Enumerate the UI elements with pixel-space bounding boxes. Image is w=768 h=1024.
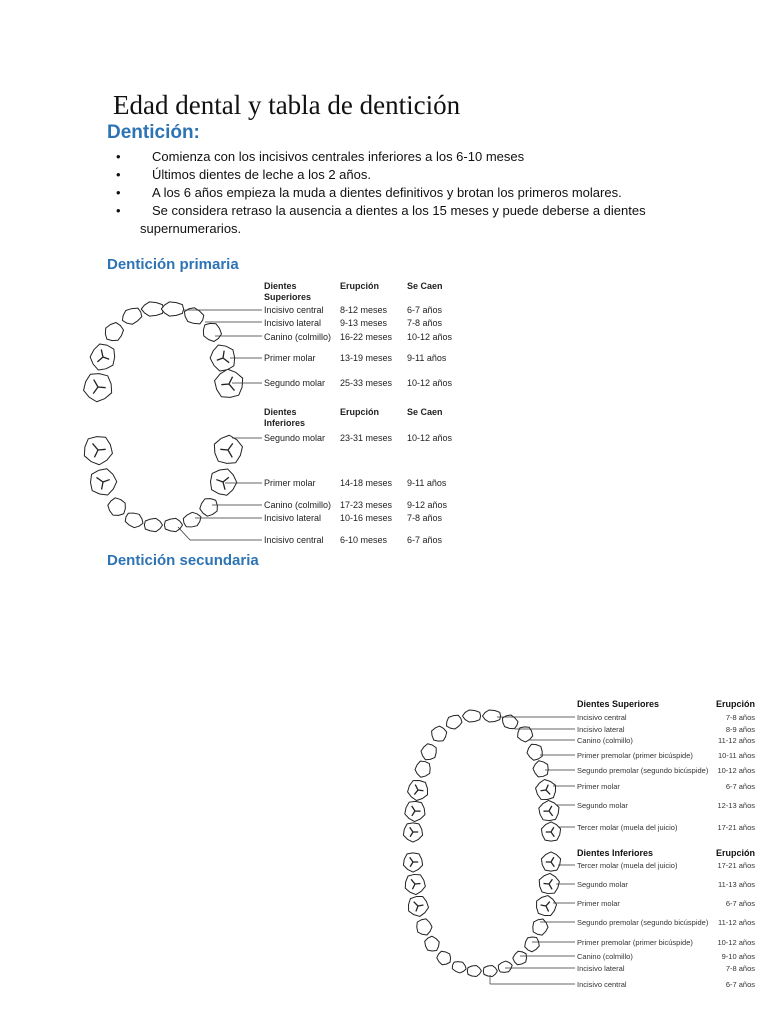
primary-lower-eruption: 6-10 meses <box>340 535 388 545</box>
secondary-upper-col-teeth: Dientes Superiores <box>577 699 660 709</box>
list-item-text: Se considera retraso la ausencia a dientes a los 15 meses y puede deberse a dientes <box>152 203 646 218</box>
secondary-upper-eruption: 8-9 años <box>725 725 755 734</box>
secondary-lower-tooth <box>483 966 497 977</box>
secondary-lower-tooth <box>541 852 560 871</box>
page-title: Edad dental y tabla de dentición <box>113 90 461 120</box>
secondary-upper-name: Primer premolar (primer bicúspide) <box>577 751 693 760</box>
secondary-upper-tooth <box>403 823 422 842</box>
secondary-upper-tooth <box>499 712 520 731</box>
primary-upper-col-falls: Se Caen <box>407 281 443 291</box>
primary-upper-col-teeth-2: Superiores <box>264 292 312 302</box>
primary-upper-name: Incisivo lateral <box>264 318 322 328</box>
secondary-lower-eruption: 9-10 años <box>721 952 755 961</box>
primary-lower-col-teeth: Dientes <box>264 407 297 417</box>
heading-secondary-dentition: Dentición secundaria <box>107 552 259 569</box>
secondary-lower-name: Primer molar <box>577 899 620 908</box>
secondary-lower-eruption: 6-7 años <box>725 899 755 908</box>
secondary-lower-eruption: 11-13 años <box>718 880 755 889</box>
list-item-text: Últimos dientes de leche a los 2 años. <box>152 167 371 182</box>
secondary-lower-tooth <box>406 895 429 918</box>
secondary-upper-name: Incisivo central <box>577 713 627 722</box>
secondary-lower-tooth <box>511 948 530 967</box>
primary-upper-falls: 7-8 años <box>407 318 443 328</box>
secondary-upper-tooth <box>514 723 535 744</box>
secondary-upper-tooth <box>525 741 546 762</box>
primary-lower-col-teeth-2: Inferiores <box>264 418 306 428</box>
primary-upper-falls: 10-12 años <box>407 332 453 342</box>
secondary-upper-eruption: 12-13 años <box>717 801 755 810</box>
primary-lower-falls: 10-12 años <box>407 433 453 443</box>
primary-upper-falls: 9-11 años <box>407 353 447 363</box>
primary-lower-name: Incisivo central <box>264 535 324 545</box>
primary-upper-col-eruption: Erupción <box>340 281 380 291</box>
secondary-lower-col-teeth: Dientes Inferiores <box>577 848 654 858</box>
secondary-lower-name: Canino (colmillo) <box>577 952 633 961</box>
primary-lower-falls: 9-12 años <box>407 500 448 510</box>
secondary-upper-tooth <box>483 710 501 722</box>
section-heading-denticion: Dentición: <box>107 122 200 143</box>
primary-upper-name: Incisivo central <box>264 305 324 315</box>
primary-lower-falls: 6-7 años <box>407 535 443 545</box>
secondary-upper-tooth <box>535 778 558 801</box>
secondary-upper-name: Tercer molar (muela del juicio) <box>577 823 678 832</box>
list-item-text: A los 6 años empieza la muda a dientes definitivos y brotan los primeros molares. <box>152 185 622 200</box>
primary-upper-eruption: 9-13 meses <box>340 318 388 328</box>
primary-lower-name: Canino (colmillo) <box>264 500 332 510</box>
secondary-upper-tooth <box>407 779 430 802</box>
secondary-lower-tooth <box>522 933 542 954</box>
primary-upper-eruption: 16-22 meses <box>340 332 393 342</box>
primary-lower-name: Primer molar <box>264 478 316 488</box>
heading-primary-dentition: Dentición primaria <box>107 256 239 273</box>
primary-lower-col-falls: Se Caen <box>407 407 443 417</box>
secondary-lower-tooth <box>538 873 560 895</box>
secondary-teeth-arch <box>403 710 560 977</box>
primary-lower-name: Segundo molar <box>264 433 326 443</box>
secondary-upper-tooth <box>463 710 481 722</box>
primary-lower-falls: 7-8 años <box>407 513 443 523</box>
secondary-upper-tooth <box>413 760 432 780</box>
secondary-lower-tooth <box>530 916 550 936</box>
primary-lower-falls: 9-11 años <box>407 478 447 488</box>
secondary-upper-tooth <box>405 801 426 822</box>
secondary-lower-name: Segundo molar <box>577 880 628 889</box>
secondary-lower-tooth <box>451 960 467 974</box>
secondary-upper-eruption: 7-8 años <box>725 713 755 722</box>
list-item: • A los 6 años empieza la muda a dientes definitivos y brotan los primeros molares. <box>116 185 622 200</box>
secondary-lower-tooth <box>422 934 442 955</box>
secondary-lower-name: Incisivo central <box>577 980 627 989</box>
secondary-upper-tooth <box>539 800 560 821</box>
secondary-upper-name: Incisivo lateral <box>577 725 625 734</box>
list-item: • Últimos dientes de leche a los 2 años. <box>116 167 371 182</box>
secondary-lower-tooth <box>404 874 426 896</box>
secondary-upper-tooth <box>443 713 464 732</box>
secondary-lower-tooth <box>414 917 434 937</box>
primary-upper-name: Canino (colmillo) <box>264 332 332 342</box>
secondary-lower-name: Primer premolar (primer bicúspide) <box>577 938 693 947</box>
primary-upper-eruption: 13-19 meses <box>340 353 393 363</box>
secondary-upper-eruption: 6-7 años <box>725 782 755 791</box>
list-item: • Comienza con los incisivos centrales inferiores a los 6-10 meses <box>116 149 525 164</box>
primary-upper-eruption: 8-12 meses <box>340 305 388 315</box>
secondary-lower-name: Incisivo lateral <box>577 964 625 973</box>
secondary-upper-eruption: 10-11 años <box>718 751 755 760</box>
secondary-lower-tooth <box>534 894 557 917</box>
secondary-upper-eruption: 11-12 años <box>718 736 755 745</box>
primary-upper-col-teeth: Dientes <box>264 281 297 291</box>
secondary-lower-name: Segundo premolar (segundo bicúspide) <box>577 918 709 927</box>
secondary-upper-name: Canino (colmillo) <box>577 736 633 745</box>
secondary-upper-tooth <box>428 724 449 745</box>
primary-upper-falls: 10-12 años <box>407 378 453 388</box>
secondary-upper-eruption: 10-12 años <box>717 766 755 775</box>
secondary-upper-col-eruption: Erupción <box>715 699 755 709</box>
secondary-lower-eruption: 10-12 años <box>717 938 755 947</box>
secondary-upper-name: Primer molar <box>577 782 620 791</box>
secondary-lower-col-eruption: Erupción <box>715 848 755 858</box>
secondary-lower-tooth <box>435 949 454 968</box>
secondary-upper-name: Segundo premolar (segundo bicúspide) <box>577 766 709 775</box>
primary-lower-eruption: 10-16 meses <box>340 513 393 523</box>
secondary-lower-tooth <box>403 853 422 872</box>
secondary-lower-eruption: 11-12 años <box>718 918 755 927</box>
primary-upper-name: Primer molar <box>264 353 316 363</box>
primary-upper-name: Segundo molar <box>264 378 326 388</box>
primary-lower-eruption: 17-23 meses <box>340 500 393 510</box>
secondary-upper-tooth <box>531 759 550 779</box>
secondary-upper-tooth <box>541 822 560 841</box>
secondary-upper-tooth <box>419 742 440 763</box>
primary-upper-eruption: 25-33 meses <box>340 378 393 388</box>
secondary-lower-eruption: 6-7 años <box>725 980 755 989</box>
secondary-upper-eruption: 17-21 años <box>717 823 755 832</box>
primary-lower-eruption: 23-31 meses <box>340 433 393 443</box>
secondary-lower-name: Tercer molar (muela del juicio) <box>577 861 678 870</box>
secondary-lower-tooth <box>467 966 481 977</box>
secondary-upper-name: Segundo molar <box>577 801 628 810</box>
primary-lower-name: Incisivo lateral <box>264 513 322 523</box>
list-item-continuation: supernumerarios. <box>140 221 242 236</box>
primary-upper-falls: 6-7 años <box>407 305 443 315</box>
primary-lower-eruption: 14-18 meses <box>340 478 393 488</box>
list-item: • Se considera retraso la ausencia a dientes a los 15 meses y puede deberse a dientes <box>116 203 646 218</box>
primary-lower-col-eruption: Erupción <box>340 407 380 417</box>
secondary-lower-tooth <box>497 960 513 974</box>
secondary-lower-eruption: 17-21 años <box>717 861 755 870</box>
secondary-lower-eruption: 7-8 años <box>725 964 755 973</box>
list-item-text: Comienza con los incisivos centrales inferiores a los 6-10 meses <box>152 149 525 164</box>
